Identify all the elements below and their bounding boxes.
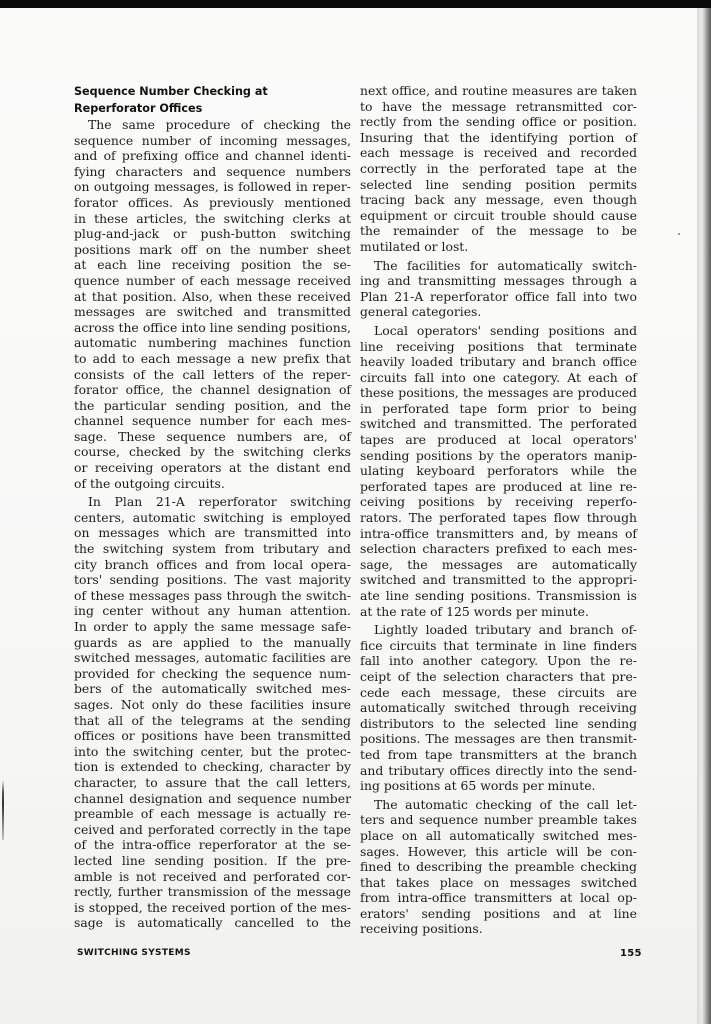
text-line: ceiving positions by receiving reperfo- [360, 494, 637, 510]
text-line: cede each message, these circuits are [360, 684, 637, 700]
text-line: plug-and-jack or push-button switching [74, 226, 351, 242]
text-line: tracing back any message, even though [360, 192, 637, 208]
text-line: sages. Not only do these facilities insure [74, 696, 351, 712]
text-line: the remainder of the message to be [360, 223, 637, 239]
text-line: these positions, the messages are produced [360, 385, 637, 401]
paragraph [360, 323, 637, 619]
paragraph [360, 622, 637, 794]
scan-top-edge [0, 0, 711, 8]
text-line: messages are switched and transmitted [74, 304, 351, 320]
text-line: quence number of each message received [74, 272, 351, 288]
section-heading-line: Sequence Number Checking at [74, 85, 268, 98]
text-line: place on all automatically switched mes- [360, 827, 637, 843]
text-line: at the rate of 125 words per minute. [360, 603, 589, 619]
right-column-body [360, 83, 637, 937]
text-line: correctly in the perforated tape at the [360, 160, 637, 176]
paragraph [360, 797, 637, 937]
text-line: next office, and routine measures are taken [360, 83, 637, 98]
text-line: line receiving positions that terminate [360, 338, 637, 354]
text-line: automatically switched through receiving [360, 700, 637, 716]
text-line: to have the message retransmitted cor- [360, 98, 637, 114]
text-line: tion is extended to checking, character by [74, 759, 351, 775]
text-line: or receiving operators at the distant end [74, 460, 351, 476]
text-line: that all of the telegrams at the sending [74, 712, 351, 728]
text-line: bers of the automatically switched mes- [74, 681, 351, 697]
page-number: 155 [620, 948, 642, 959]
text-line: to add to each message a new prefix that [74, 350, 351, 366]
text-line: sages. However, this article will be con- [360, 843, 637, 859]
text-line: Lightly loaded tributary and branch of- [374, 622, 637, 638]
text-line: ted from tape transmitters at the branch [360, 746, 637, 762]
paragraph [360, 83, 637, 255]
text-line: on outgoing messages, is followed in reper- [74, 179, 351, 195]
text-line: ters and sequence number preamble takes [360, 812, 637, 828]
right-column [360, 83, 637, 937]
text-line: tors' sending positions. The vast majority [74, 572, 351, 588]
text-line: receiving positions. [360, 921, 483, 937]
running-footer-title: SWITCHING SYSTEMS [77, 948, 191, 958]
text-line: forator offices. As previously mentioned [74, 194, 351, 210]
text-line: sage is automatically cancelled to the [74, 915, 351, 931]
text-line: selected line sending position permits [360, 176, 637, 192]
text-line: from intra-office transmitters at local op- [360, 890, 637, 906]
text-line: of these messages pass through the switch- [74, 587, 351, 603]
text-line: Insuring that the identifying portion of [360, 129, 637, 145]
text-line: erators' sending positions and at line [360, 905, 637, 921]
text-line: general categories. [360, 304, 482, 320]
text-line: ulating keyboard perforators while the [360, 463, 637, 479]
text-line: circuits fall into one category. At each of [360, 369, 637, 385]
text-line: at each line receiving position the se- [74, 257, 351, 273]
scan-artifact-mark [2, 780, 4, 840]
text-line: Local operators' sending positions and [374, 322, 637, 338]
text-line: positions mark off on the number sheet [74, 241, 351, 257]
text-line: each message is received and recorded [360, 145, 637, 161]
text-line: across the office into line sending positions, [74, 319, 351, 335]
text-line: in perforated tape form prior to being [360, 400, 637, 416]
text-line: sage. These sequence numbers are, of [74, 428, 351, 444]
text-line: In Plan 21-A reperforator switching [88, 494, 351, 510]
text-line: at that position. Also, when these received [74, 288, 351, 304]
text-line: city branch offices and from local opera- [74, 556, 351, 572]
section-heading [74, 83, 351, 117]
text-line: ing positions at 65 words per minute. [360, 778, 596, 794]
section-heading-line: Reperforator Offices [74, 102, 203, 115]
text-line: forator office, the channel designation of [74, 382, 351, 398]
text-line: rators. The perforated tapes flow through [360, 510, 637, 526]
page-binding-edge [697, 8, 711, 1024]
text-line: rectly, further transmission of the message [74, 884, 351, 900]
text-line: The automatic checking of the call let- [374, 796, 637, 812]
text-line: of the outgoing circuits. [74, 475, 225, 491]
text-line: into the switching center, but the protec- [74, 743, 351, 759]
text-line: of the intra-office reperforator at the se- [74, 837, 351, 853]
text-line: channel designation and sequence number [74, 790, 351, 806]
text-line: fying characters and sequence numbers [74, 163, 351, 179]
text-line: that takes place on messages switched [360, 874, 637, 890]
text-line: automatic numbering machines function [74, 335, 351, 351]
scan-speck [678, 233, 680, 235]
text-line: perforated tapes are produced at line re- [360, 478, 637, 494]
text-line: the switching system from tributary and [74, 541, 351, 557]
text-line: In order to apply the same message safe- [74, 619, 351, 634]
text-line: mutilated or lost. [360, 238, 469, 254]
text-line: sending positions by the operators manip- [360, 447, 637, 463]
text-line: amble is not received and perforated cor- [74, 868, 351, 884]
text-line: The same procedure of checking the [88, 117, 351, 132]
text-line: distributors to the selected line sending [360, 715, 637, 731]
text-line: sequence number of incoming messages, [74, 132, 351, 148]
text-line: switched and transmitted to the appropri- [360, 572, 637, 588]
text-line: heavily loaded tributary and branch office [360, 354, 637, 370]
text-line: character, to assure that the call letters, [74, 774, 351, 790]
text-line: ing center without any human attention. [74, 603, 351, 619]
text-line: centers, automatic switching is employed [74, 509, 351, 525]
text-line: selection characters prefixed to each mes- [360, 541, 637, 557]
text-line: intra-office transmitters and, by means of [360, 525, 637, 541]
text-line: provided for checking the sequence num- [74, 665, 351, 681]
text-line: switched messages, automatic facilities are [74, 650, 351, 666]
paragraph [360, 258, 637, 320]
paragraph [74, 117, 351, 491]
text-line: guards as are applied to the manually [74, 634, 351, 650]
text-line: on messages which are transmitted into [74, 525, 351, 541]
left-column-body [74, 117, 351, 931]
text-line: ing and transmitting messages through a [360, 273, 637, 289]
text-line: the particular sending position, and the [74, 397, 351, 413]
text-line: offices or positions have been transmitted [74, 728, 351, 744]
left-column [74, 83, 351, 931]
paragraph [74, 494, 351, 931]
text-line: Plan 21-A reperforator office fall into two [360, 288, 637, 304]
text-line: ceived and perforated correctly in the tape [74, 821, 351, 837]
text-line: preamble of each message is actually re- [74, 806, 351, 822]
text-line: fice circuits that terminate in line finders [360, 637, 637, 653]
text-line: The facilities for automatically switch- [374, 257, 637, 273]
text-line: tapes are produced at local operators' [360, 432, 637, 448]
text-line: ceipt of the selection characters that pre- [360, 668, 637, 684]
text-line: positions. The messages are then transmit- [360, 731, 637, 747]
text-line: lected line sending position. If the pre- [74, 852, 351, 868]
text-line: ate line sending positions. Transmission is [360, 588, 637, 603]
text-line: and of prefixing office and channel identi- [74, 148, 351, 164]
text-line: fall into another category. Upon the re- [360, 653, 637, 669]
text-line: in these articles, the switching clerks at [74, 210, 351, 226]
text-line: rectly from the sending office or position. [360, 114, 637, 130]
text-line: consists of the call letters of the reper- [74, 366, 351, 382]
text-line: sage, the messages are automatically [360, 556, 637, 572]
text-line: and tributary offices directly into the send- [360, 762, 637, 778]
text-line: fined to describing the preamble checking [360, 859, 637, 875]
text-line: equipment or circuit trouble should cause [360, 207, 637, 223]
text-line: course, checked by the switching clerks [74, 444, 351, 460]
text-line: channel sequence number for each mes- [74, 413, 351, 429]
text-line: is stopped, the received portion of the mes- [74, 899, 351, 915]
text-line: switched and transmitted. The perforated [360, 416, 637, 432]
